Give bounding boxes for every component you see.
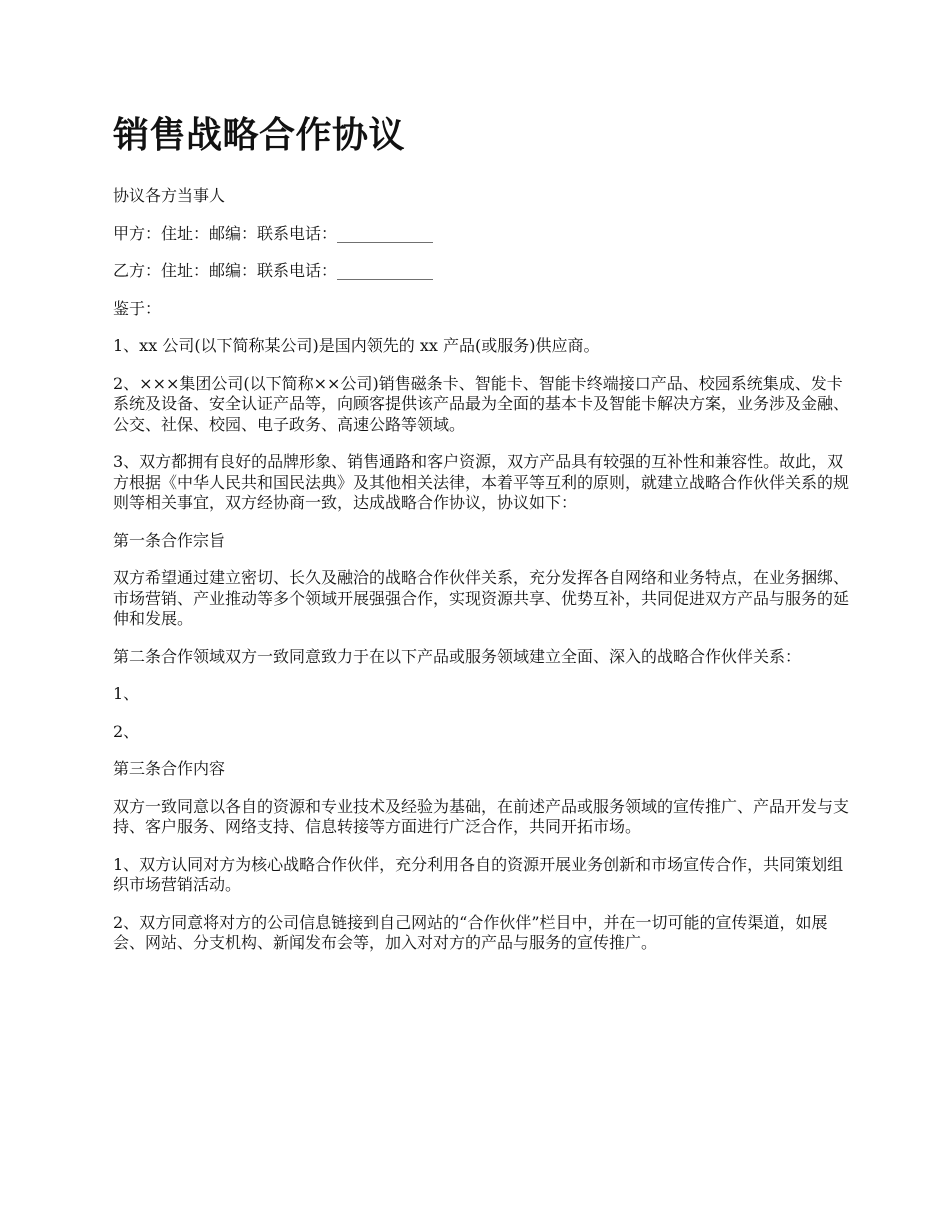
article-2-item-1: 1、 xyxy=(113,684,140,703)
party-a-line: 甲方：住址：邮编：联系电话：____________ xyxy=(113,223,434,243)
article-1-heading: 第一条合作宗旨 xyxy=(113,530,226,550)
whereas-heading: 鉴于： xyxy=(113,298,162,318)
article-2-item-2: 2、 xyxy=(113,721,140,741)
whereas-item-3: 3、双方都拥有良好的品牌形象、销售通路和客户资源，双方产品具有较强的互补性和兼容性。故此，双方根据《中华人民共和国民法典》及其他相关法律，本着平等互利的原则，就建立战略合作伙伴关系的规则等相关事宜，双方经协商一致，达成战略合作协议，协议如下： xyxy=(113,452,850,512)
article-2-body: 第二条合作领域双方一致同意致力于在以下产品或服务领域建立全面、深入的战略合作伙伴关系： xyxy=(113,646,802,666)
whereas-item-2: 2、×××集团公司(以下简称××公司)销售磁条卡、智能卡、智能卡终端接口产品、校园系统集成、发卡系统及设备、安全认证产品等，向顾客提供该产品最为全面的基本卡及智能卡解决方案，业务涉及金融、公交、社保、校园、电子政务、高速公路等领域。 xyxy=(113,373,850,434)
document-page xyxy=(113,112,853,971)
document-title: 销售战略合作协议 xyxy=(113,115,406,156)
parties-heading: 协议各方当事人 xyxy=(113,186,226,205)
article-1-body: 双方希望通过建立密切、长久及融洽的战略合作伙伴关系，充分发挥各自网络和业务特点，在业务捆绑、市场营销、产业推动等多个领域开展强强合作，实现资源共享、优势互补，共同促进双方产品与服务的延伸和发展。 xyxy=(113,568,850,628)
article-3-item-2: 2、双方同意将对方的公司信息链接到自己网站的“合作伙伴”栏目中，并在一切可能的宣传渠道，如展会、网站、分支机构、新闻发布会等，加入对对方的产品与服务的宣传推广。 xyxy=(113,912,828,952)
article-3-item-1: 1、双方认同对方为核心战略合作伙伴，充分利用各自的资源开展业务创新和市场宣传合作，共同策划组织市场营销活动。 xyxy=(113,854,844,894)
party-b-line: 乙方：住址：邮编：联系电话：____________ xyxy=(113,261,434,280)
article-3-heading: 第三条合作内容 xyxy=(113,759,226,778)
whereas-item-1: 1、xx 公司(以下简称某公司)是国内领先的 xx 产品(或服务)供应商。 xyxy=(113,336,600,355)
article-3-body: 双方一致同意以各自的资源和专业技术及经验为基础，在前述产品或服务领域的宣传推广、产品开发与支持、客户服务、网络支持、信息转接等方面进行广泛合作，共同开拓市场。 xyxy=(113,796,850,836)
